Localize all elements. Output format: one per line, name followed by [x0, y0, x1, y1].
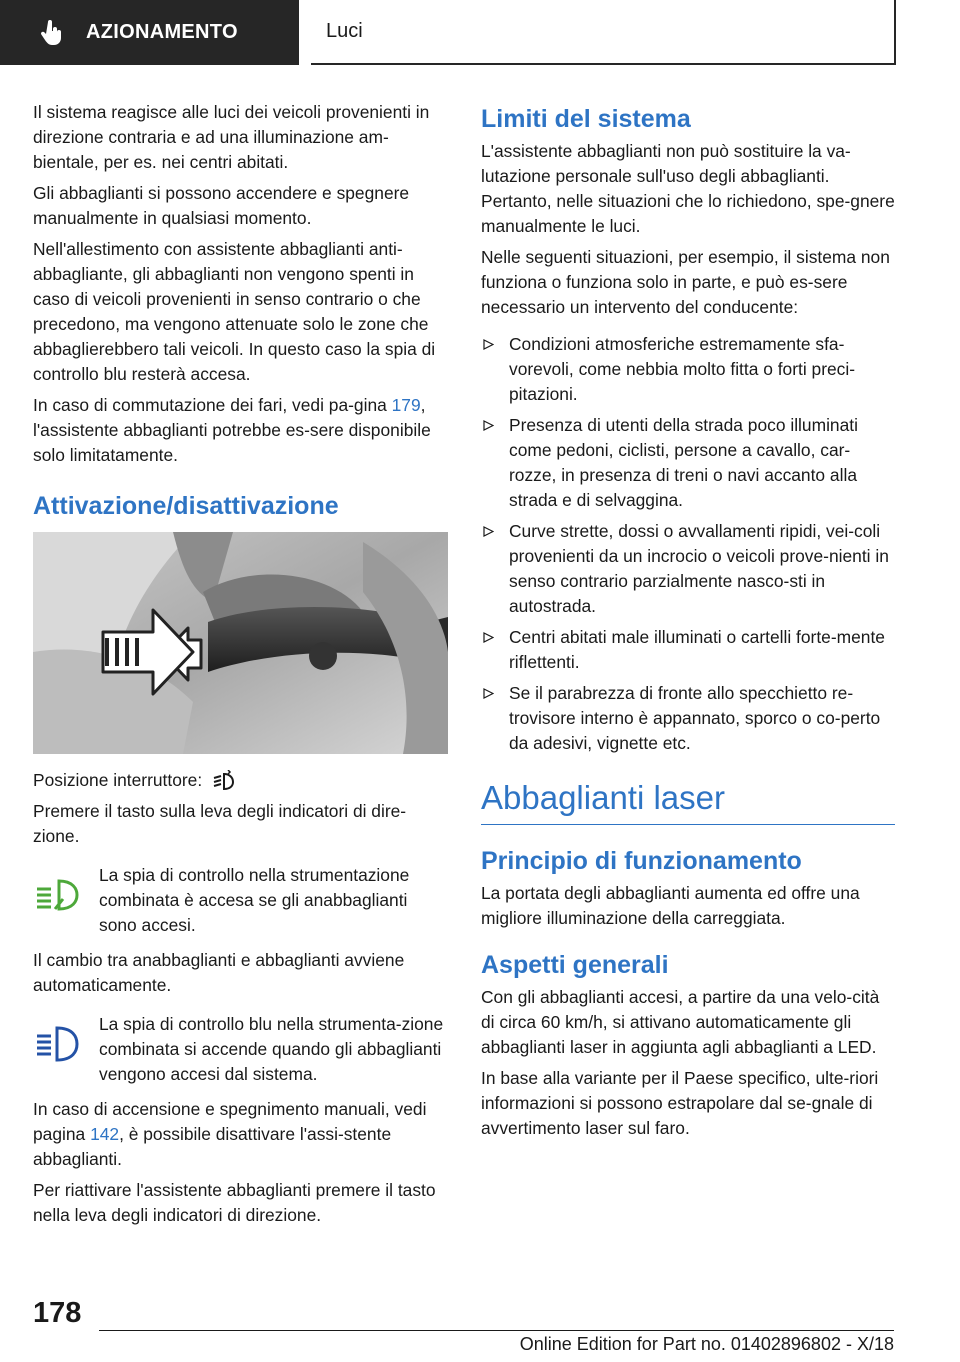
indicator-note-blue	[33, 1012, 448, 1087]
section-title: AZIONAMENTO	[86, 21, 238, 43]
limitations-list	[481, 332, 895, 756]
high-beam-assist-icon	[212, 770, 236, 792]
list-item: Centri abitati male illuminati o cartelli forte-mente riflettenti.	[481, 625, 895, 675]
paragraph: In caso di accensione e spegnimento manuali, vedi pagina 142, è possibile disattivare l'assi-stente abbaglianti.	[33, 1099, 427, 1169]
paragraph: In caso di commutazione dei fari, vedi pa-gina 179, l'assistente abbaglianti potrebbe es-sere disponibile solo limitatamente.	[33, 395, 431, 465]
list-item: Presenza di utenti della strada poco illuminati come pedoni, ciclisti, persone a cavallo, car-rozze, in presenza di treni o navi accanto alla strada e di selvaggina.	[481, 413, 895, 513]
triangle-bullet-icon	[483, 688, 494, 699]
paragraph: Nell'allestimento con assistente abbaglianti anti-abbagliante, gli abbaglianti non vengono spenti in caso di veicoli provenienti in senso contrario o che precedono, ma vengono attenuate solo le zone che abbaglierebbero tali veicoli. In questo caso la spia di controllo blu resterà accesa.	[33, 239, 436, 384]
chapter-tab	[311, 0, 896, 65]
list-item: Curve strette, dossi o avvallamenti ripidi, vei-coli provenienti da un incrocio o veicoli prove-nienti in senso contrario parzialmente nasco-sti in autostrada.	[481, 519, 895, 619]
paragraph: Gli abbaglianti si possono accendere e spegnere manualmente in qualsiasi momento.	[33, 183, 410, 228]
paragraph: L'assistente abbaglianti non può sostituire la va-lutazione personale sull'uso degli abbaglianti. Pertanto, nelle situazioni che lo richiedono, spe-gnere manualmente le luci.	[481, 141, 895, 236]
list-item: Se il parabrezza di fronte allo specchietto re-trovisore interno è appannato, sporco o co-perto da adesivi, vignette etc.	[481, 681, 895, 756]
paragraph: Nelle seguenti situazioni, per esempio, il sistema non funziona o funziona solo in parte, e può es-sere necessario un intervento del conducente:	[481, 247, 890, 317]
chapter-heading: Abbaglianti laser	[481, 778, 895, 825]
paragraph: In base alla variante per il Paese specifico, ulte-riori informazioni si possono estrapolare dal se-gnale di avvertimento laser sul faro.	[481, 1068, 879, 1138]
paragraph: La portata degli abbaglianti aumenta ed offre una migliore illuminazione della carreggiata.	[481, 883, 860, 928]
green-low-beam-indicator-icon	[33, 875, 81, 915]
section-heading: Aspetti generali	[481, 951, 669, 979]
left-column	[33, 100, 448, 1234]
section-heading: Principio di funzionamento	[481, 847, 802, 875]
triangle-bullet-icon	[483, 632, 494, 643]
page-link[interactable]: 142	[90, 1124, 120, 1144]
paragraph: Il sistema reagisce alle luci dei veicoli provenienti in direzione contraria e ad una illuminazione am-bientale, per es. nei centri abitati.	[33, 102, 430, 172]
turn-signal-lever-illustration	[33, 532, 448, 754]
blue-high-beam-indicator-icon	[33, 1024, 81, 1064]
switch-position: Posizione interruttore:	[33, 768, 448, 793]
indicator-text: La spia di controllo nella strumentazione combinata è accesa se gli anabbaglianti sono accesi.	[99, 865, 410, 935]
section-tab	[0, 0, 299, 65]
triangle-bullet-icon	[483, 339, 494, 350]
indicator-text: La spia di controllo blu nella strumenta-zione combinata si accende quando gli abbaglianti vengono accesi dal sistema.	[99, 1014, 444, 1084]
section-heading: Attivazione/disattivazione	[33, 492, 339, 520]
section-heading: Limiti del sistema	[481, 105, 691, 133]
indicator-note-green	[33, 863, 448, 938]
list-item: Condizioni atmosferiche estremamente sfa-vorevoli, come nebbia molto fitta o forti preci-pitazioni.	[481, 332, 895, 407]
paragraph: Per riattivare l'assistente abbaglianti premere il tasto nella leva degli indicatori di direzione.	[33, 1180, 436, 1225]
hand-pointer-icon	[40, 20, 64, 46]
triangle-bullet-icon	[483, 420, 494, 431]
edition-info: Online Edition for Part no. 01402896802 - X/18	[519, 1334, 894, 1354]
chapter-title: Luci	[326, 20, 363, 42]
triangle-bullet-icon	[483, 526, 494, 537]
paragraph: Premere il tasto sulla leva degli indicatori di dire-zione.	[33, 801, 407, 846]
page-number: 178	[33, 1297, 82, 1329]
page-link[interactable]: 179	[391, 395, 421, 415]
paragraph: Con gli abbaglianti accesi, a partire da una velo-cità di circa 60 km/h, si attivano automaticamente gli abbaglianti laser in aggiunta agli abbaglianti a LED.	[481, 987, 880, 1057]
right-column	[481, 103, 895, 1147]
paragraph: Il cambio tra anabbaglianti e abbaglianti avviene automaticamente.	[33, 950, 405, 995]
footer-divider	[99, 1330, 894, 1331]
